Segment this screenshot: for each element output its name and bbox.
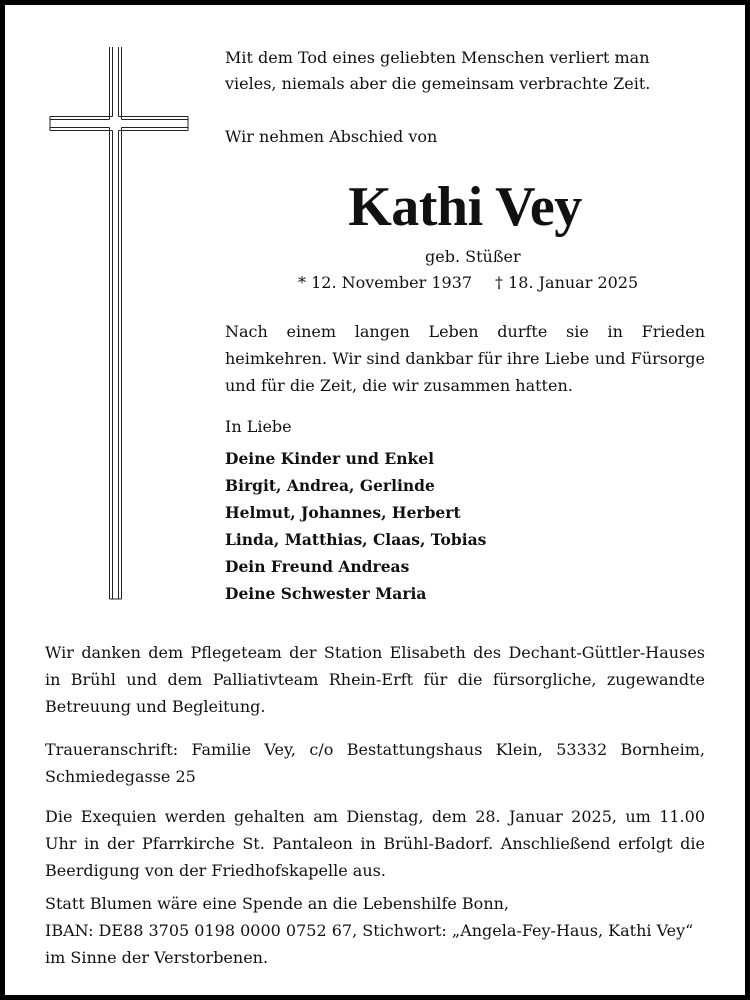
quote-line: vieles, niemals aber die gemeinsam verbrachte Zeit. (225, 74, 651, 93)
mourner-line: Dein Freund Andreas (225, 557, 410, 576)
donation-request (45, 890, 705, 971)
family-message (225, 318, 705, 399)
cross-icon (45, 47, 195, 602)
donation-line: im Sinne der Verstorbenen. (45, 948, 269, 967)
thanks-paragraph (45, 639, 705, 720)
mourners-list (225, 445, 486, 607)
donation-line: IBAN: DE88 3705 0198 0000 0752 67, Stichwort: „Angela-Fey-Haus, Kathi Vey“ (45, 921, 694, 940)
thanks-line: Wir danken dem Pflegeteam der Station Elisabeth des Dechant-Güttler-Hauses (45, 643, 705, 662)
thanks-line: Betreuung und Begleitung. (45, 697, 266, 716)
mourner-line: Birgit, Andrea, Gerlinde (225, 476, 435, 495)
exequies-line: Die Exequien werden gehalten am Dienstag, dem 28. Januar 2025, um 11.00 Uhr (45, 807, 705, 853)
donation-line: Statt Blumen wäre eine Spende an die Lebenshilfe Bonn, (45, 894, 510, 913)
mourner-line: Linda, Matthias, Claas, Tobias (225, 530, 487, 549)
mourner-line: Deine Kinder und Enkel (225, 449, 434, 468)
deceased-name: Kathi Vey (348, 176, 582, 238)
farewell-intro: Wir nehmen Abschied von (225, 127, 438, 146)
maiden-name: geb. Stüßer (425, 247, 521, 266)
memorial-quote (225, 45, 705, 97)
message-line: Wir sind dankbar für ihre Liebe und Fürsorge und für die (225, 349, 705, 395)
death-date: † 18. Januar 2025 (495, 273, 639, 292)
message-line: Nach einem langen Leben durfte sie in Frieden heimkehren. (225, 322, 705, 368)
closing-phrase: In Liebe (225, 417, 292, 436)
address-line: Traueranschrift: Familie Vey, c/o Bestattungshaus Klein, 53332 Bornheim, (45, 740, 705, 759)
mourner-line: Deine Schwester Maria (225, 584, 427, 603)
exequies-line: in der Pfarrkirche St. Pantaleon in Brühl-Badorf. Anschließend erfolgt die (84, 834, 705, 853)
mourner-line: Helmut, Johannes, Herbert (225, 503, 461, 522)
birth-date: * 12. November 1937 (298, 273, 473, 292)
exequies-line: Beerdigung von der Friedhofskapelle aus. (45, 861, 386, 880)
message-line: Zeit, die wir zusammen hatten. (319, 376, 573, 395)
thanks-line: in Brühl und dem Palliativteam Rhein-Erft für die fürsorgliche, zugewandte (45, 670, 705, 689)
quote-line: Mit dem Tod eines geliebten Menschen verliert man (225, 48, 650, 67)
funeral-service-info (45, 803, 705, 884)
address-line: Schmiedegasse 25 (45, 767, 196, 786)
mourning-address (45, 736, 705, 790)
